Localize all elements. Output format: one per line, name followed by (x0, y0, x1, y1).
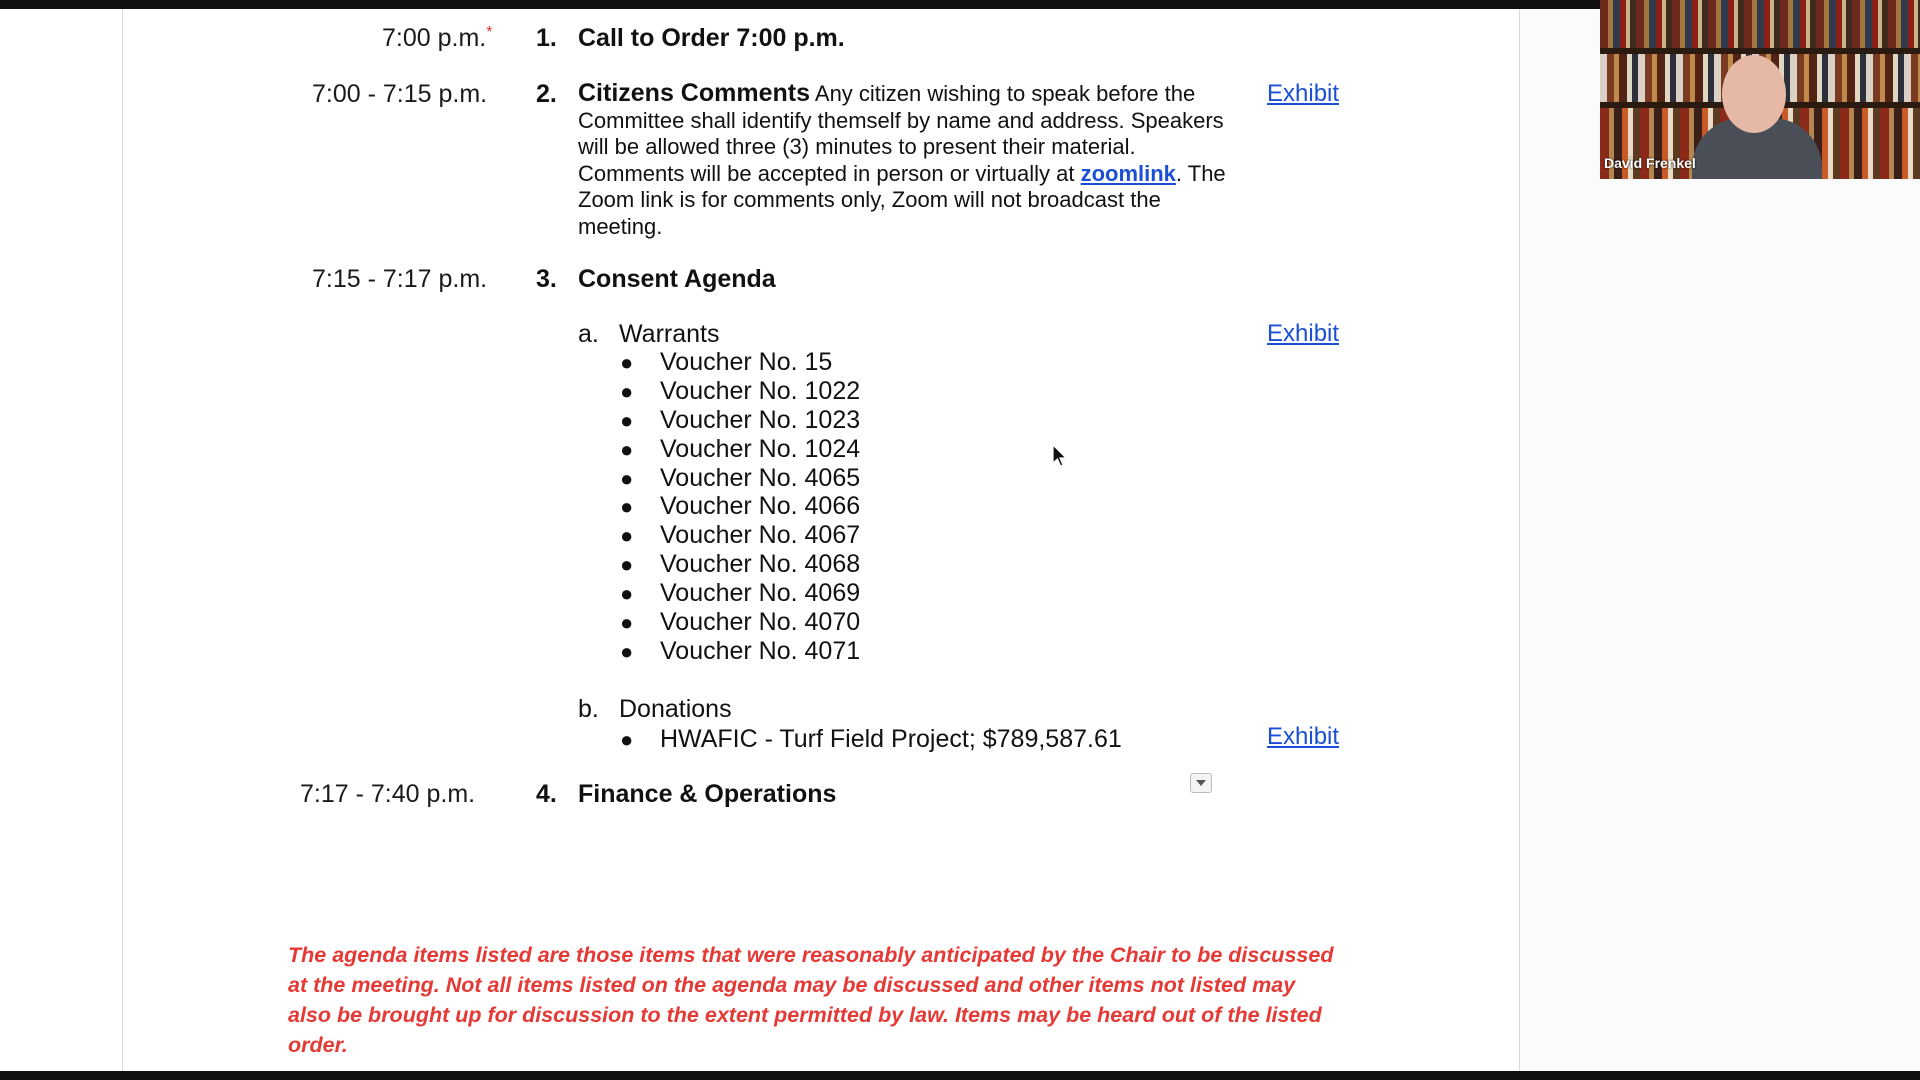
list-item (620, 725, 1122, 754)
item-1-time-text: 7:00 p.m. (382, 24, 487, 52)
voucher-text: Voucher No. 1023 (660, 405, 861, 434)
zoom-link[interactable]: zoomlink (1080, 160, 1176, 186)
exhibit-link-warrants[interactable]: Exhibit (1267, 320, 1340, 347)
voucher-text: Voucher No. 15 (660, 348, 833, 376)
item-1-number: 1. (536, 24, 557, 52)
item-2-description (578, 80, 1228, 240)
bullet-icon: ● (620, 638, 634, 664)
item-1-title: Call to Order 7:00 p.m. (578, 24, 845, 52)
bullet-icon: ● (620, 465, 634, 491)
voucher-list (620, 348, 860, 666)
voucher-text: Voucher No. 1022 (660, 376, 861, 405)
item-3-number: 3. (536, 265, 557, 293)
item-4-time: 7:17 - 7:40 p.m. (300, 780, 476, 808)
list-item (620, 348, 860, 377)
item-3-time: 7:15 - 7:17 p.m. (312, 265, 488, 293)
voucher-text: Voucher No. 1024 (660, 434, 861, 463)
voucher-text: Voucher No. 4067 (660, 521, 861, 550)
voucher-text: Voucher No. 4071 (660, 636, 861, 665)
list-item (620, 637, 860, 666)
list-item (620, 608, 860, 637)
bullet-icon: ● (620, 523, 634, 549)
bookshelf-row (1600, 0, 1920, 48)
item-3-title: Consent Agenda (578, 265, 776, 293)
item-2-text-after: . The Zoom link is for comments only, Zoom will not broadcast the meeting. (578, 160, 1226, 239)
donations-letter: b. (578, 695, 599, 723)
warrants-label: Warrants (619, 320, 720, 348)
voucher-text: Voucher No. 4066 (660, 492, 861, 521)
list-item (620, 464, 860, 493)
item-2-title: Citizens Comments (578, 79, 810, 107)
participant-name: David Frenkel (1604, 155, 1696, 171)
item-4-number: 4. (536, 780, 557, 808)
voucher-text: Voucher No. 4070 (660, 608, 861, 637)
list-item (620, 435, 860, 464)
dropdown-chevron-icon[interactable] (1190, 773, 1212, 793)
item-2-time: 7:00 - 7:15 p.m. (312, 80, 488, 108)
bullet-icon: ● (620, 581, 634, 607)
bullet-icon: ● (620, 610, 634, 636)
exhibit-link-donations[interactable]: Exhibit (1267, 723, 1340, 750)
bullet-icon: ● (620, 727, 634, 752)
bullet-icon: ● (620, 494, 634, 520)
item-2-text: Any citizen wishing to speak before the Committee shall identify themself by name and address. Speakers will be allowed three (3) minutes to present their material. Comments will be accepted in person or virtually at (578, 81, 1224, 186)
list-item (620, 492, 860, 521)
page-edge-left (122, 9, 123, 1071)
warrants-letter: a. (578, 320, 599, 348)
item-2-number: 2. (536, 80, 557, 108)
webcam-tile[interactable] (1600, 0, 1920, 179)
mouse-cursor-icon (1052, 444, 1068, 468)
required-star: * (486, 24, 493, 41)
bullet-icon: ● (620, 436, 634, 462)
voucher-text: Voucher No. 4065 (660, 463, 861, 492)
bullet-icon: ● (620, 552, 634, 578)
bullet-icon: ● (620, 407, 634, 433)
bullet-icon: ● (620, 350, 634, 375)
list-item (620, 550, 860, 579)
list-item (620, 377, 860, 406)
voucher-text: Voucher No. 4068 (660, 550, 861, 579)
item-4-title: Finance & Operations (578, 780, 837, 808)
participant-head (1722, 55, 1786, 133)
list-item (620, 521, 860, 550)
donation-text: HWAFIC - Turf Field Project; $789,587.61 (660, 725, 1122, 753)
bottom-window-bar (0, 1071, 1920, 1080)
agenda-disclaimer: The agenda items listed are those items that were reasonably anticipated by the Chair to be discussed at the meeting. Not all items listed on the agenda may be discussed and other items not listed may also be brought up for discussion to the extent permitted by law. Items may be heard out of the listed order. (288, 943, 1334, 1057)
donations-label: Donations (619, 695, 732, 723)
exhibit-link-citizens-comments[interactable]: Exhibit (1267, 80, 1340, 107)
list-item (620, 406, 860, 435)
item-1-time (382, 24, 492, 53)
voucher-text: Voucher No. 4069 (660, 579, 861, 608)
list-item (620, 579, 860, 608)
bullet-icon: ● (620, 378, 634, 404)
